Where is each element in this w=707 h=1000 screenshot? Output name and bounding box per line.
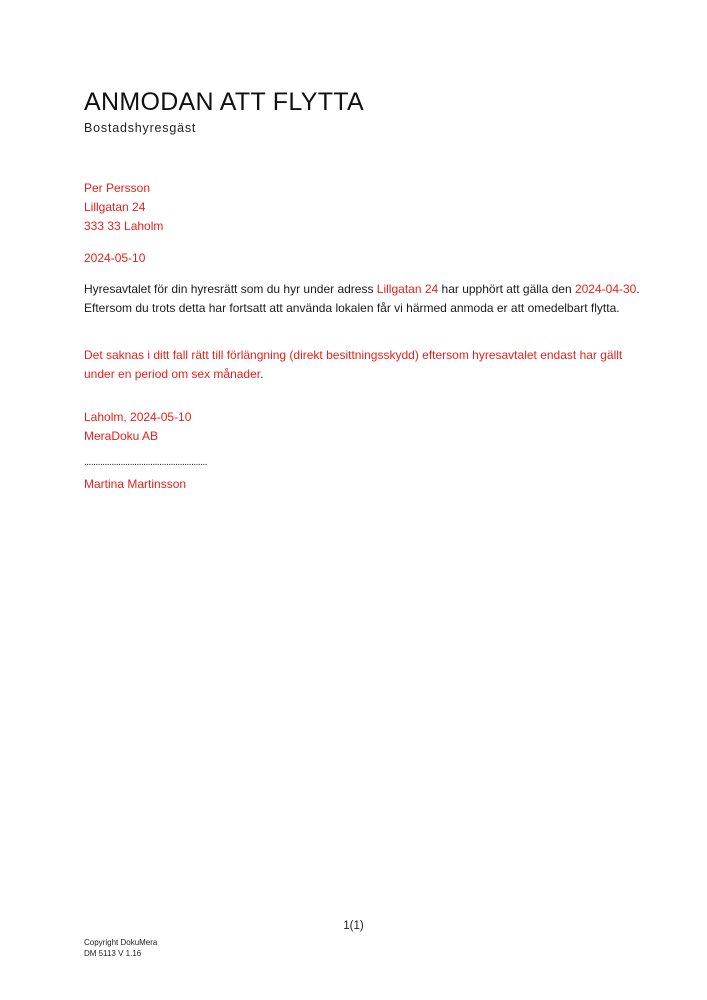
paragraph-text: .	[260, 367, 264, 381]
recipient-name: Per Persson	[84, 181, 151, 195]
recipient-postal: 333 33 Laholm	[84, 219, 164, 233]
page-number: 1(1)	[343, 920, 364, 932]
signature-block	[84, 408, 191, 446]
letter-date: 2024-05-10	[84, 251, 146, 265]
end-date-field: 2024-04-30	[574, 282, 637, 296]
document-subtitle: Bostadshyresgäst	[84, 121, 197, 135]
paragraph-text: har upphört att gälla den	[438, 282, 575, 296]
body-paragraph-1	[84, 280, 644, 318]
recipient-street: Lillgatan 24	[84, 200, 146, 214]
body-paragraph-2	[84, 346, 644, 384]
recipient-address	[84, 179, 163, 236]
footer	[84, 937, 157, 959]
footer-copyright: Copyright DokuMera	[84, 938, 158, 947]
sign-company: MeraDoku AB	[84, 429, 159, 443]
signer-name: Martina Martinsson	[84, 477, 187, 491]
paragraph-text: . Eftersom du trots detta har fortsatt att använda lokalen får vi härmed anmoda er att omedelbart flytta.	[84, 282, 640, 315]
signature-line: ......................................................	[84, 457, 208, 468]
footer-doc-id: DM 5113 V 1.16	[84, 949, 142, 958]
document-title: ANMODAN ATT FLYTTA	[84, 88, 364, 116]
paragraph-text: Hyresavtalet för din hyresrätt som du hyr under adress	[84, 282, 377, 296]
optional-clause: Det saknas i ditt fall rätt till förlängning (direkt besittningsskydd) eftersom hyresavtalet endast har gällt under en period om sex månader	[84, 348, 623, 381]
address-field: Lillgatan 24	[376, 282, 439, 296]
sign-place-date: Laholm, 2024-05-10	[84, 410, 192, 424]
